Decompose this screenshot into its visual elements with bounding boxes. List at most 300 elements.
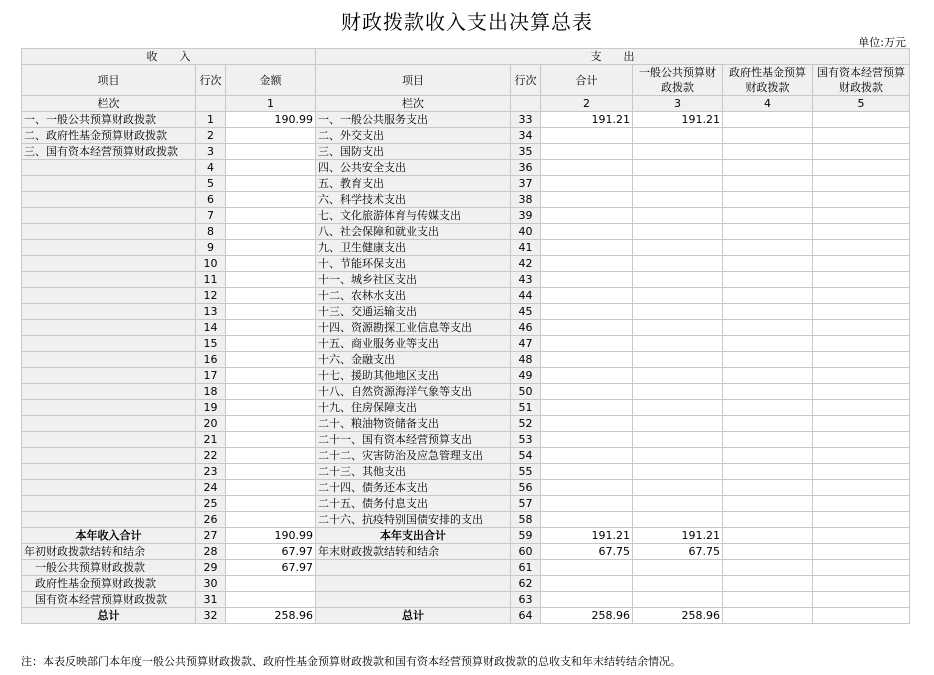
expense-line-no-cell: 38 <box>511 192 541 208</box>
column-index-cell <box>511 96 541 112</box>
expense-item-cell: 九、卫生健康支出 <box>316 240 511 256</box>
expense-gov-fund-cell <box>723 464 813 480</box>
table-row <box>22 128 910 144</box>
income-line-no-cell: 20 <box>196 416 226 432</box>
expense-item-cell: 十七、援助其他地区支出 <box>316 368 511 384</box>
expense-state-capital-cell <box>813 208 910 224</box>
expense-state-capital-cell <box>813 432 910 448</box>
income-item-cell <box>22 352 196 368</box>
expense-state-capital-cell <box>813 192 910 208</box>
expense-gov-fund-cell <box>723 240 813 256</box>
expense-general-budget-cell <box>633 496 723 512</box>
expense-line-no-cell: 61 <box>511 560 541 576</box>
income-item-cell <box>22 288 196 304</box>
page-title: 财政拨款收入支出决算总表 <box>341 10 593 34</box>
expense-state-capital-cell <box>813 464 910 480</box>
income-line-no-cell: 32 <box>196 608 226 624</box>
expense-gov-fund-cell <box>723 272 813 288</box>
income-amount-cell: 67.97 <box>226 560 316 576</box>
expense-line-no-cell: 58 <box>511 512 541 528</box>
expense-general-budget-cell <box>633 464 723 480</box>
expense-state-capital-cell <box>813 256 910 272</box>
expense-state-capital-cell <box>813 272 910 288</box>
table-row <box>22 240 910 256</box>
income-amount-cell <box>226 176 316 192</box>
income-line-no-cell: 14 <box>196 320 226 336</box>
income-amount-cell <box>226 512 316 528</box>
expense-state-capital-cell <box>813 304 910 320</box>
expense-gov-fund-cell <box>723 368 813 384</box>
income-line-no-cell: 30 <box>196 576 226 592</box>
income-amount-cell <box>226 384 316 400</box>
expense-total-cell <box>541 272 633 288</box>
expense-gov-fund-cell <box>723 208 813 224</box>
table-row <box>22 288 910 304</box>
expense-state-capital-cell <box>813 320 910 336</box>
expense-general-budget-cell <box>633 208 723 224</box>
column-header-row <box>22 65 910 96</box>
expense-gov-fund-cell <box>723 320 813 336</box>
expense-gov-fund-cell <box>723 256 813 272</box>
column-index-2: 2 <box>541 96 633 112</box>
expense-total-cell <box>541 208 633 224</box>
expense-total-cell <box>541 464 633 480</box>
income-item-cell <box>22 384 196 400</box>
expense-item-cell: 二、外交支出 <box>316 128 511 144</box>
unit-label: 单位:万元 <box>858 36 906 49</box>
expense-section-header: 支 出 <box>316 49 910 65</box>
expense-item-cell: 六、科学技术支出 <box>316 192 511 208</box>
expense-total-cell <box>541 160 633 176</box>
income-amount-cell <box>226 352 316 368</box>
expense-general-budget-cell <box>633 448 723 464</box>
expense-item-cell <box>316 576 511 592</box>
expense-state-capital-cell <box>813 560 910 576</box>
income-line-no-cell: 6 <box>196 192 226 208</box>
table-row <box>22 144 910 160</box>
expense-general-budget-cell <box>633 176 723 192</box>
income-line-no-cell: 29 <box>196 560 226 576</box>
income-item-cell <box>22 304 196 320</box>
income-item-cell <box>22 512 196 528</box>
expense-gov-fund-cell <box>723 576 813 592</box>
income-line-no-cell: 26 <box>196 512 226 528</box>
income-amount-cell <box>226 416 316 432</box>
income-item-cell <box>22 480 196 496</box>
expense-gov-fund-cell <box>723 480 813 496</box>
expense-line-no-cell: 60 <box>511 544 541 560</box>
income-amount-cell <box>226 368 316 384</box>
income-item-cell <box>22 448 196 464</box>
column-index-cell <box>196 96 226 112</box>
expense-item-cell <box>316 592 511 608</box>
expense-general-budget-cell <box>633 400 723 416</box>
footnote: 注：本表反映部门本年度一般公共预算财政拨款、政府性基金预算财政拨款和国有资本经营预算财政拨款的总收支和年末结转结余情况。 <box>21 655 681 668</box>
income-amount-cell: 67.97 <box>226 544 316 560</box>
expense-item-cell: 十一、城乡社区支出 <box>316 272 511 288</box>
expense-line-no-cell: 47 <box>511 336 541 352</box>
income-amount-cell <box>226 304 316 320</box>
income-item-cell <box>22 400 196 416</box>
income-line-no-cell: 28 <box>196 544 226 560</box>
expense-item-cell: 三、国防支出 <box>316 144 511 160</box>
expense-state-capital-cell <box>813 336 910 352</box>
table-row <box>22 528 910 544</box>
expense-line-no-cell: 44 <box>511 288 541 304</box>
income-item-cell: 政府性基金预算财政拨款 <box>22 576 196 592</box>
expense-total-cell <box>541 336 633 352</box>
table-row <box>22 560 910 576</box>
header-line-no: 行次 <box>196 65 226 96</box>
expense-total-cell <box>541 592 633 608</box>
expense-total-cell: 191.21 <box>541 112 633 128</box>
expense-state-capital-cell <box>813 608 910 624</box>
expense-state-capital-cell <box>813 352 910 368</box>
expense-total-cell <box>541 256 633 272</box>
income-item-cell <box>22 240 196 256</box>
expense-gov-fund-cell <box>723 544 813 560</box>
expense-gov-fund-cell <box>723 592 813 608</box>
expense-general-budget-cell <box>633 160 723 176</box>
table-row <box>22 576 910 592</box>
expense-gov-fund-cell <box>723 448 813 464</box>
expense-state-capital-cell <box>813 384 910 400</box>
expense-item-cell: 二十一、国有资本经营预算支出 <box>316 432 511 448</box>
expense-state-capital-cell <box>813 448 910 464</box>
income-line-no-cell: 16 <box>196 352 226 368</box>
table-row <box>22 272 910 288</box>
table-row <box>22 496 910 512</box>
expense-line-no-cell: 45 <box>511 304 541 320</box>
income-amount-cell <box>226 272 316 288</box>
expense-item-cell: 十四、资源勘探工业信息等支出 <box>316 320 511 336</box>
header-item-expense: 项目 <box>316 65 511 96</box>
income-line-no-cell: 1 <box>196 112 226 128</box>
income-line-no-cell: 23 <box>196 464 226 480</box>
expense-line-no-cell: 54 <box>511 448 541 464</box>
expense-state-capital-cell <box>813 176 910 192</box>
header-item: 项目 <box>22 65 196 96</box>
expense-line-no-cell: 42 <box>511 256 541 272</box>
expense-state-capital-cell <box>813 592 910 608</box>
income-item-cell: 一般公共预算财政拨款 <box>22 560 196 576</box>
table-row <box>22 320 910 336</box>
income-item-cell: 一、一般公共预算财政拨款 <box>22 112 196 128</box>
expense-general-budget-cell: 67.75 <box>633 544 723 560</box>
expense-total-cell <box>541 368 633 384</box>
table-row <box>22 368 910 384</box>
expense-item-cell: 十五、商业服务业等支出 <box>316 336 511 352</box>
income-line-no-cell: 4 <box>196 160 226 176</box>
expense-state-capital-cell <box>813 480 910 496</box>
income-item-cell <box>22 496 196 512</box>
expense-line-no-cell: 43 <box>511 272 541 288</box>
expense-item-cell: 二十五、债务付息支出 <box>316 496 511 512</box>
expense-line-no-cell: 46 <box>511 320 541 336</box>
expense-general-budget-cell <box>633 240 723 256</box>
income-amount-cell <box>226 592 316 608</box>
income-amount-cell <box>226 576 316 592</box>
expense-total-cell <box>541 144 633 160</box>
expense-total-cell <box>541 576 633 592</box>
income-amount-cell <box>226 336 316 352</box>
expense-gov-fund-cell <box>723 512 813 528</box>
expense-item-cell: 二十、粮油物资储备支出 <box>316 416 511 432</box>
income-item-cell <box>22 224 196 240</box>
expense-general-budget-cell <box>633 384 723 400</box>
income-amount-cell <box>226 464 316 480</box>
expense-general-budget-cell <box>633 416 723 432</box>
table-row <box>22 112 910 128</box>
expense-line-no-cell: 63 <box>511 592 541 608</box>
table-row <box>22 464 910 480</box>
income-amount-cell <box>226 144 316 160</box>
expense-line-no-cell: 51 <box>511 400 541 416</box>
expense-gov-fund-cell <box>723 432 813 448</box>
income-item-cell <box>22 176 196 192</box>
expense-general-budget-cell <box>633 256 723 272</box>
expense-gov-fund-cell <box>723 128 813 144</box>
expense-general-budget-cell <box>633 368 723 384</box>
expense-general-budget-cell <box>633 272 723 288</box>
expense-general-budget-cell <box>633 480 723 496</box>
income-line-no-cell: 18 <box>196 384 226 400</box>
table-row <box>22 480 910 496</box>
income-item-cell <box>22 192 196 208</box>
expense-line-no-cell: 40 <box>511 224 541 240</box>
expense-total-cell <box>541 384 633 400</box>
expense-state-capital-cell <box>813 416 910 432</box>
expense-total-cell <box>541 176 633 192</box>
income-line-no-cell: 10 <box>196 256 226 272</box>
column-index-5: 5 <box>813 96 910 112</box>
expense-total-cell <box>541 352 633 368</box>
expense-gov-fund-cell <box>723 176 813 192</box>
income-item-cell <box>22 160 196 176</box>
expense-gov-fund-cell <box>723 112 813 128</box>
expense-line-no-cell: 33 <box>511 112 541 128</box>
expense-total-cell: 67.75 <box>541 544 633 560</box>
expense-line-no-cell: 50 <box>511 384 541 400</box>
expense-item-cell <box>316 560 511 576</box>
expense-general-budget-cell <box>633 592 723 608</box>
expense-item-cell: 二十四、债务还本支出 <box>316 480 511 496</box>
expense-line-no-cell: 59 <box>511 528 541 544</box>
income-line-no-cell: 3 <box>196 144 226 160</box>
expense-total-cell: 191.21 <box>541 528 633 544</box>
expense-general-budget-cell <box>633 512 723 528</box>
expense-total-cell <box>541 432 633 448</box>
income-line-no-cell: 24 <box>196 480 226 496</box>
expense-line-no-cell: 36 <box>511 160 541 176</box>
expense-item-cell: 五、教育支出 <box>316 176 511 192</box>
income-item-cell <box>22 272 196 288</box>
income-amount-cell <box>226 448 316 464</box>
income-line-no-cell: 12 <box>196 288 226 304</box>
table-row <box>22 608 910 624</box>
expense-item-cell: 七、文化旅游体育与传媒支出 <box>316 208 511 224</box>
income-amount-cell <box>226 496 316 512</box>
income-item-cell: 年初财政拨款结转和结余 <box>22 544 196 560</box>
expense-total-cell <box>541 512 633 528</box>
income-amount-cell <box>226 288 316 304</box>
column-index-3: 3 <box>633 96 723 112</box>
expense-line-no-cell: 34 <box>511 128 541 144</box>
expense-gov-fund-cell <box>723 192 813 208</box>
expense-item-cell: 二十六、抗疫特别国债安排的支出 <box>316 512 511 528</box>
expense-gov-fund-cell <box>723 384 813 400</box>
income-item-cell <box>22 336 196 352</box>
table-row <box>22 208 910 224</box>
income-item-cell <box>22 464 196 480</box>
income-item-cell <box>22 368 196 384</box>
expense-general-budget-cell <box>633 336 723 352</box>
header-general-budget: 一般公共预算财政拨款 <box>633 65 723 96</box>
table-row <box>22 512 910 528</box>
expense-state-capital-cell <box>813 544 910 560</box>
expense-state-capital-cell <box>813 496 910 512</box>
expense-state-capital-cell <box>813 512 910 528</box>
income-item-cell: 三、国有资本经营预算财政拨款 <box>22 144 196 160</box>
expense-general-budget-cell <box>633 320 723 336</box>
expense-state-capital-cell <box>813 288 910 304</box>
header-gov-fund: 政府性基金预算财政拨款 <box>723 65 813 96</box>
expense-general-budget-cell <box>633 576 723 592</box>
expense-gov-fund-cell <box>723 304 813 320</box>
expense-item-cell: 十八、自然资源海洋气象等支出 <box>316 384 511 400</box>
header-state-capital: 国有资本经营预算财政拨款 <box>813 65 910 96</box>
expense-state-capital-cell <box>813 528 910 544</box>
expense-gov-fund-cell <box>723 160 813 176</box>
expense-total-cell <box>541 288 633 304</box>
expense-line-no-cell: 64 <box>511 608 541 624</box>
expense-item-cell: 八、社会保障和就业支出 <box>316 224 511 240</box>
income-amount-cell <box>226 256 316 272</box>
expense-line-no-cell: 55 <box>511 464 541 480</box>
table-row <box>22 544 910 560</box>
income-line-no-cell: 11 <box>196 272 226 288</box>
expense-total-cell: 258.96 <box>541 608 633 624</box>
expense-state-capital-cell <box>813 400 910 416</box>
header-amount: 金额 <box>226 65 316 96</box>
header-line-no-expense: 行次 <box>511 65 541 96</box>
expense-item-cell: 十九、住房保障支出 <box>316 400 511 416</box>
expense-total-cell <box>541 400 633 416</box>
income-amount-cell <box>226 128 316 144</box>
income-amount-cell: 190.99 <box>226 528 316 544</box>
expense-line-no-cell: 48 <box>511 352 541 368</box>
expense-item-cell: 二十三、其他支出 <box>316 464 511 480</box>
expense-item-cell: 一、一般公共服务支出 <box>316 112 511 128</box>
expense-total-cell <box>541 496 633 512</box>
income-amount-cell: 258.96 <box>226 608 316 624</box>
income-item-cell <box>22 320 196 336</box>
table-row <box>22 384 910 400</box>
income-section-header: 收 入 <box>22 49 316 65</box>
income-amount-cell <box>226 208 316 224</box>
expense-total-cell <box>541 224 633 240</box>
expense-line-no-cell: 39 <box>511 208 541 224</box>
income-line-no-cell: 19 <box>196 400 226 416</box>
income-item-cell: 国有资本经营预算财政拨款 <box>22 592 196 608</box>
table-row <box>22 416 910 432</box>
income-amount-cell <box>226 160 316 176</box>
expense-item-cell: 年末财政拨款结转和结余 <box>316 544 511 560</box>
table-row <box>22 448 910 464</box>
income-line-no-cell: 21 <box>196 432 226 448</box>
expense-general-budget-cell: 191.21 <box>633 112 723 128</box>
income-line-no-cell: 13 <box>196 304 226 320</box>
expense-total-cell <box>541 128 633 144</box>
expense-total-cell <box>541 480 633 496</box>
table-row <box>22 592 910 608</box>
income-line-no-cell: 7 <box>196 208 226 224</box>
expense-total-cell <box>541 416 633 432</box>
expense-line-no-cell: 52 <box>511 416 541 432</box>
table-row <box>22 176 910 192</box>
expense-general-budget-cell <box>633 144 723 160</box>
table-row <box>22 400 910 416</box>
expense-gov-fund-cell <box>723 288 813 304</box>
expense-item-cell: 十二、农林水支出 <box>316 288 511 304</box>
expense-state-capital-cell <box>813 128 910 144</box>
expense-state-capital-cell <box>813 224 910 240</box>
budget-table <box>21 48 910 624</box>
expense-state-capital-cell <box>813 368 910 384</box>
expense-item-cell: 总计 <box>316 608 511 624</box>
table-row <box>22 224 910 240</box>
income-item-cell <box>22 416 196 432</box>
expense-item-cell: 四、公共安全支出 <box>316 160 511 176</box>
expense-general-budget-cell <box>633 432 723 448</box>
column-index-row <box>22 96 910 112</box>
expense-state-capital-cell <box>813 112 910 128</box>
expense-gov-fund-cell <box>723 336 813 352</box>
expense-state-capital-cell <box>813 160 910 176</box>
expense-state-capital-cell <box>813 144 910 160</box>
income-amount-cell <box>226 432 316 448</box>
expense-line-no-cell: 56 <box>511 480 541 496</box>
expense-line-no-cell: 37 <box>511 176 541 192</box>
expense-total-cell <box>541 448 633 464</box>
expense-gov-fund-cell <box>723 608 813 624</box>
income-amount-cell <box>226 400 316 416</box>
income-line-no-cell: 31 <box>196 592 226 608</box>
column-index-4: 4 <box>723 96 813 112</box>
expense-item-cell: 本年支出合计 <box>316 528 511 544</box>
expense-total-cell <box>541 240 633 256</box>
table-row <box>22 432 910 448</box>
income-amount-cell <box>226 480 316 496</box>
income-line-no-cell: 15 <box>196 336 226 352</box>
income-line-no-cell: 2 <box>196 128 226 144</box>
income-item-cell: 二、政府性基金预算财政拨款 <box>22 128 196 144</box>
expense-item-cell: 十六、金融支出 <box>316 352 511 368</box>
income-line-no-cell: 9 <box>196 240 226 256</box>
income-item-cell <box>22 208 196 224</box>
expense-general-budget-cell <box>633 128 723 144</box>
expense-line-no-cell: 57 <box>511 496 541 512</box>
expense-gov-fund-cell <box>723 528 813 544</box>
income-amount-cell: 190.99 <box>226 112 316 128</box>
income-item-cell <box>22 432 196 448</box>
table-row <box>22 352 910 368</box>
expense-total-cell <box>541 560 633 576</box>
table-row <box>22 160 910 176</box>
expense-gov-fund-cell <box>723 416 813 432</box>
expense-item-cell: 十三、交通运输支出 <box>316 304 511 320</box>
income-item-cell <box>22 256 196 272</box>
